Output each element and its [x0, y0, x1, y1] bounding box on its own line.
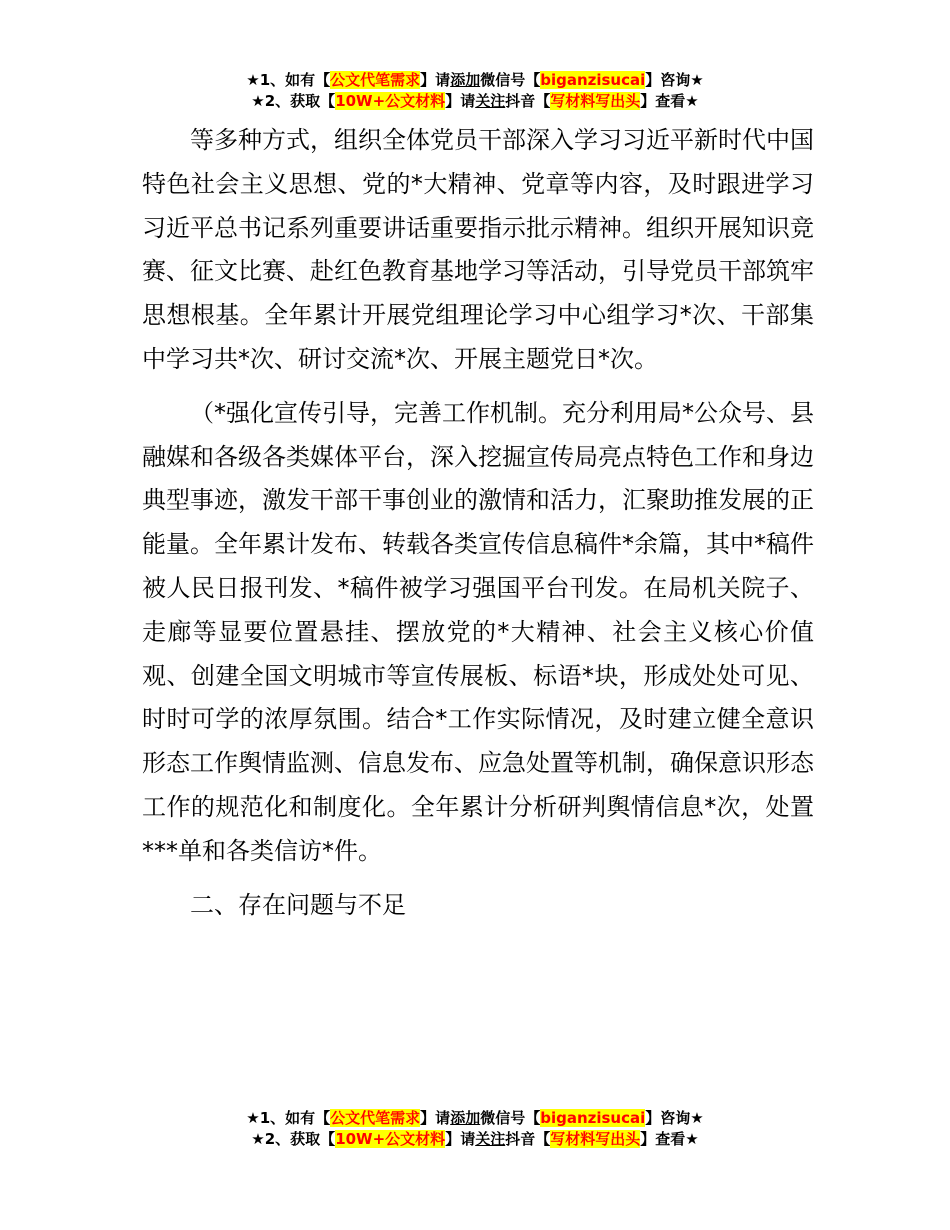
header-banner [0, 70, 950, 112]
banner-line-2 [0, 91, 950, 112]
banner-text: 】咨询★ [645, 1109, 704, 1127]
banner-line-1 [0, 70, 950, 91]
banner-highlight: 10W+公文材料 [335, 92, 446, 110]
banner-text: 抖音【 [505, 1130, 551, 1148]
banner-text: 微信号【 [480, 71, 541, 89]
section-heading: 二、存在问题与不足 [190, 890, 406, 919]
footer-banner [0, 1108, 950, 1150]
banner-text: 】请 [445, 92, 476, 110]
banner-highlight: 公文代笔需求 [330, 1109, 421, 1127]
banner-text: ★1、如有【 [246, 1109, 331, 1127]
banner-highlight: 写材料写出头 [550, 92, 641, 110]
banner-highlight: 公文代笔需求 [330, 71, 421, 89]
banner-text: 】请 [420, 71, 451, 89]
banner-text: 】请 [445, 1130, 476, 1148]
banner-text: 】请 [420, 1109, 451, 1127]
banner-text: 微信号【 [480, 1109, 541, 1127]
banner-text: 】查看★ [640, 1130, 699, 1148]
banner-underlined-text: 添加 [450, 71, 481, 89]
banner-line-1 [0, 1108, 950, 1129]
banner-line-2 [0, 1129, 950, 1150]
body-paragraph-2: （*强化宣传引导，完善工作机制。充分利用局*公众号、县融媒和各级各类媒体平台，深入挖掘宣传局亮点特色工作和身边典型事迹，激发干部干事创业的激情和活力，汇聚助推发展的正能量。全年累计发布、转载各类宣传信息稿件*余篇，其中*稿件被人民日报刊发、*稿件被学习强国平台刊发。在局机关院子、走廊等显要位置悬挂、摆放党的*大精神、社会主义核心价值观、创建全国文明城市等宣传展板、标语*块，形成处处可见、时时可学的浓厚氛围。结合*工作实际情况，及时建立健全意识形态工作舆情监测、信息发布、应急处置等机制，确保意识形态工作的规范化和制度化。全年累计分析研判舆情信息*次，处置***单和各类信访*件。 [142, 398, 814, 865]
body-paragraph-1: 等多种方式，组织全体党员干部深入学习习近平新时代中国特色社会主义思想、党的*大精神、党章等内容，及时跟进学习习近平总书记系列重要讲话重要指示批示精神。组织开展知识竞赛、征文比赛、赴红色教育基地学习等活动，引导党员干部筑牢思想根基。全年累计开展党组理论学习中心组学习*次、干部集中学习共*次、研讨交流*次、开展主题党日*次。 [142, 126, 814, 373]
banner-highlight: biganzisucai [540, 1109, 646, 1127]
banner-underlined-text: 关注 [475, 92, 506, 110]
banner-highlight: biganzisucai [540, 71, 646, 89]
document-body [142, 119, 814, 927]
banner-underlined-text: 关注 [475, 1130, 506, 1148]
banner-text: 】查看★ [640, 92, 699, 110]
banner-text: 】咨询★ [645, 71, 704, 89]
banner-underlined-text: 添加 [450, 1109, 481, 1127]
banner-text: ★2、获取【 [251, 1130, 336, 1148]
banner-highlight: 10W+公文材料 [335, 1130, 446, 1148]
banner-text: ★2、获取【 [251, 92, 336, 110]
banner-text: 抖音【 [505, 92, 551, 110]
banner-text: ★1、如有【 [246, 71, 331, 89]
banner-highlight: 写材料写出头 [550, 1130, 641, 1148]
